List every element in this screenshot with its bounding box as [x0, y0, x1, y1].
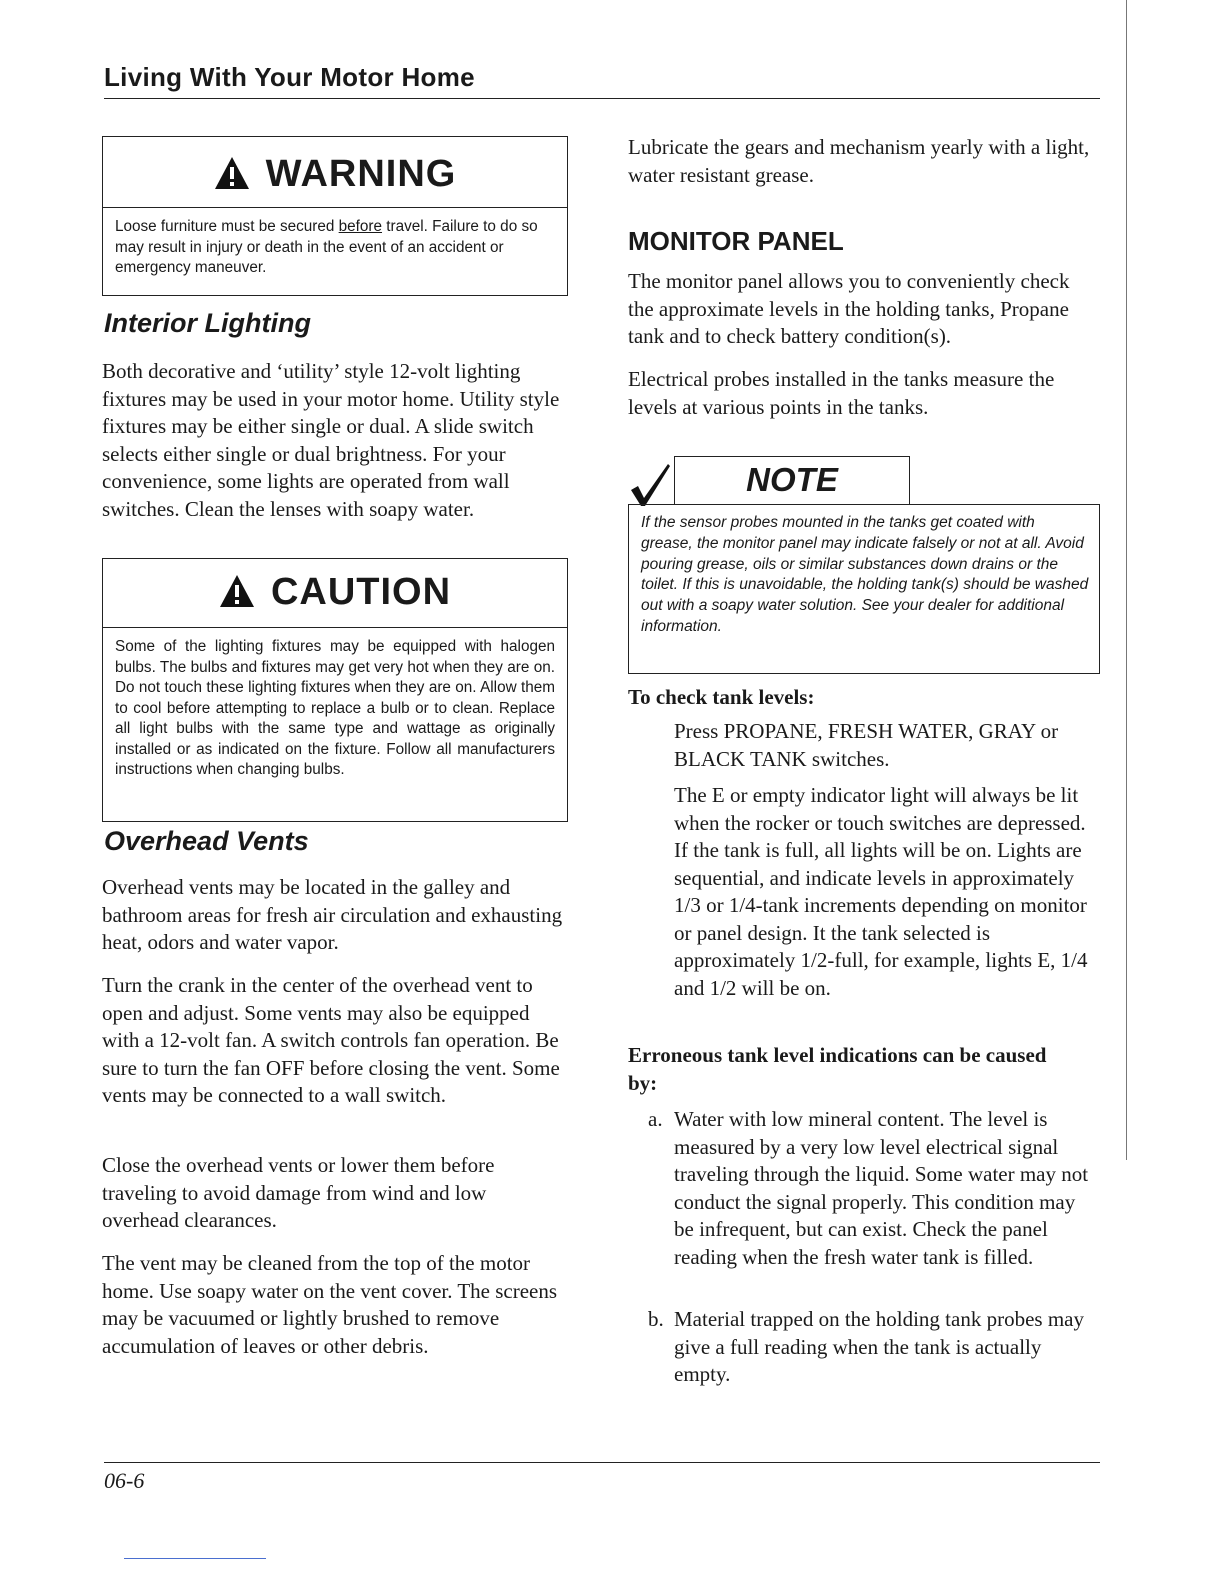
- page-header-title: Living With Your Motor Home: [104, 62, 475, 92]
- monitor-panel-paragraph: The monitor panel allows you to conveniently check the approximate levels in the holding tanks, Propane tank and to check battery condition(s).: [628, 269, 1070, 348]
- interior-lighting-paragraph: Both decorative and ‘utility’ style 12-volt lighting fixtures may be used in your motor home. Utility style fixtures may be either single or dual. A slide switch selects either single or dual brightness. For your convenience, some lights are operated from wall switches. Clean the lenses with soapy water.: [102, 359, 560, 521]
- warning-box: [102, 136, 568, 296]
- overhead-vents-paragraph: Overhead vents may be located in the galley and bathroom areas for fresh air circulation and exhausting heat, odors and water vapor.: [102, 875, 563, 954]
- caution-text: Some of the lighting fixtures may be equipped with halogen bulbs. The bulbs and fixtures may get very hot when they are on. Do not touch these lighting fixtures when they are on. Allow them to cool before attempting to replace a bulb or to clean. Replace all light bulbs with the same type and wattage as originally installed or as indicated on the fixture. Follow all manufacturers instructions when changing bulbs.: [115, 638, 555, 778]
- interior-lighting-heading: Interior Lighting: [104, 308, 311, 338]
- list-item-text: Water with low mineral content. The level is measured by a very low level electrical signal traveling through the liquid. Some water may not conduct the signal properly. This condition may be infrequent, but can exist. Check the panel reading when the fresh water tank is filled.: [674, 1107, 1089, 1269]
- check-levels-paragraph: Press PROPANE, FRESH WATER, GRAY or BLACK TANK switches.: [674, 719, 1059, 771]
- page-edge-line: [1126, 0, 1127, 1160]
- warning-title-row: [103, 153, 567, 200]
- overhead-vents-paragraph: The vent may be cleaned from the top of the motor home. Use soapy water on the vent cover. The screens may be vacuumed or lightly brushed to remove accumulation of leaves or other debris.: [102, 1251, 558, 1358]
- list-item-text: Material trapped on the holding tank probes may give a full reading when the tank is actually empty.: [674, 1307, 1084, 1386]
- check-levels-heading: To check tank levels:: [628, 685, 815, 709]
- list-item-letter: a.: [648, 1107, 663, 1131]
- warning-divider: [103, 207, 567, 208]
- note-box: [628, 504, 1100, 674]
- monitor-panel-paragraph: Electrical probes installed in the tanks measure the levels at various points in the tanks.: [628, 367, 1055, 419]
- monitor-panel-heading: MONITOR PANEL: [628, 226, 844, 256]
- caution-triangle-icon: [219, 574, 255, 618]
- caution-title: CAUTION: [270, 571, 452, 613]
- note-text: If the sensor probes mounted in the tanks get coated with grease, the monitor panel may indicate falsely or not at all. Avoid pouring grease, oils or similar substances down drains or the toilet. If this is unavoidable, the holding tank(s) should be washed out with a soapy water solution. See your dealer for additional information.: [641, 514, 1089, 635]
- list-item-letter: b.: [648, 1307, 664, 1331]
- caution-box: [102, 558, 568, 822]
- caution-divider: [103, 627, 567, 628]
- warning-triangle-icon: [214, 156, 250, 200]
- header-divider: [104, 98, 1100, 99]
- page-number: 06-6: [104, 1468, 145, 1493]
- overhead-vents-heading: Overhead Vents: [104, 826, 309, 856]
- list-item: [648, 1106, 1100, 1271]
- warning-text: Loose furniture must be secured before travel. Failure to do so may result in injury or death in the event of an accident or emergency maneuver.: [115, 218, 538, 276]
- lubricate-paragraph: Lubricate the gears and mechanism yearly with a light, water resistant grease.: [628, 135, 1090, 187]
- note-title: NOTE: [674, 456, 910, 504]
- warning-title: WARNING: [265, 153, 457, 195]
- erroneous-heading: Erroneous tank level indications can be caused by:: [628, 1043, 1047, 1095]
- overhead-vents-paragraph: Turn the crank in the center of the overhead vent to open and adjust. Some vents may also be equipped with a 12-volt fan. A switch controls fan operation. Be sure to turn the fan OFF before closing the vent. Some vents may be connected to a wall switch.: [102, 973, 560, 1107]
- caution-title-row: [103, 571, 567, 618]
- overhead-vents-paragraph: Close the overhead vents or lower them before traveling to avoid damage from wind and low overhead clearances.: [102, 1153, 495, 1232]
- list-item: [648, 1306, 1100, 1389]
- scan-artifact-line: [124, 1558, 266, 1559]
- footer-divider: [104, 1462, 1100, 1463]
- check-levels-paragraph: The E or empty indicator light will always be lit when the rocker or touch switches are depressed. If the tank is full, all lights will be on. Lights are sequential, and indicate levels in approximately 1/3 or 1/4-tank increments depending on monitor or panel design. It the tank selected is approximately 1/2-full, for example, lights E, 1/4 and 1/2 will be on.: [674, 783, 1088, 1000]
